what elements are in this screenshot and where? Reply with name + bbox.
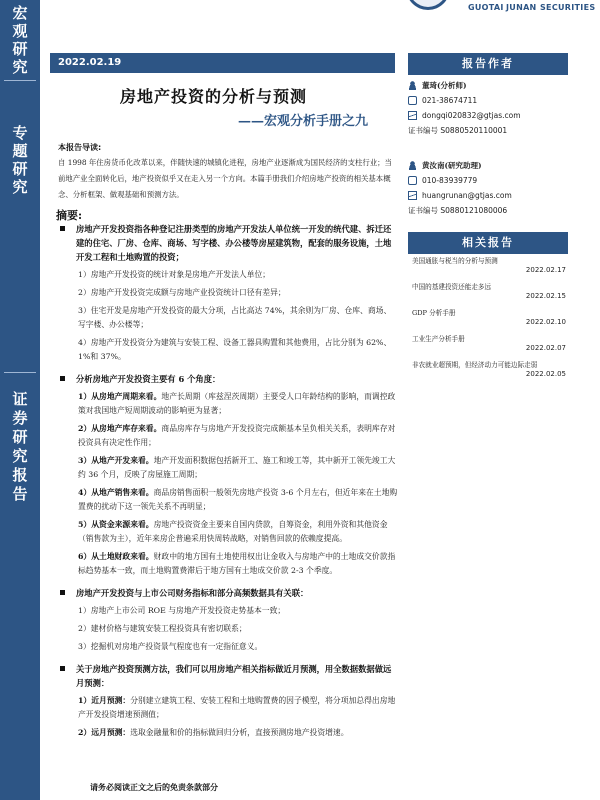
related-report-date: 2022.02.10	[525, 318, 566, 326]
mail-icon	[408, 191, 417, 200]
analyst-email[interactable]: huangrunan@gtjas.com	[422, 191, 512, 200]
related-report-item[interactable]	[408, 280, 568, 306]
related-report-date: 2022.02.07	[525, 344, 566, 352]
logo-text-guotai: GUOTAI	[468, 3, 504, 12]
guide-body: 自 1998 年住房货币化改革以来，伴随快速的城镇化进程，房地产业逐渐成为国民经济的支柱行业；当前地产业全面转化后，地产投资似乎又在走入另一个方向。本篇手册我们介绍房地产投资的相关基本概念、分析框架、做观基础和预测方法。	[58, 158, 392, 199]
related-report-date: 2022.02.05	[525, 370, 566, 378]
related-report-title[interactable]: 非农就业超预期，但经济动力可能边际走弱	[412, 361, 538, 369]
analyst-email[interactable]: dongqi020832@gtjas.com	[422, 111, 521, 120]
related-report-item[interactable]	[408, 358, 568, 384]
analyst-name: 黄汝南(研究助理)	[422, 161, 482, 170]
mail-icon	[408, 111, 417, 120]
summary-bullet: 房地产开发投资与上市公司财务指标和部分高频数据具有关联：	[58, 586, 398, 600]
related-heading: 相关报告	[408, 232, 568, 254]
analyst-name: 董琦(分析师)	[422, 81, 467, 90]
summary-sub-item: 2）房地产开发投资完成额与房地产业投资统计口径有差异；	[78, 288, 286, 297]
summary-sub-item: 3）挖掘机对房地产投资景气程度也有一定指征意义。	[78, 642, 263, 651]
summary-bullet: 关于房地产投资预测方法，我们可以用房地产相关指标做近月预测，用全数据数据做远月预测：	[58, 662, 398, 690]
sub-item-text: 财政中的地方国有土地使用权出让金收入与房地产中的土地成交价款指标趋势基本一致，而土地购置费滞后于地方国有土地成交价款 2-3 个季度。	[78, 552, 396, 575]
authors-heading-bar	[408, 53, 568, 75]
summary-content	[58, 222, 398, 740]
side-label-special: 专题研究	[12, 124, 28, 196]
authors-heading: 报告作者	[408, 53, 568, 75]
summary-heading: 摘要:	[56, 209, 83, 222]
analyst-phone: 021-38674711	[422, 96, 478, 105]
side-divider	[4, 80, 36, 81]
summary-bullet: 房地产开发投资指各种登记注册类型的房地产开发法人单位统一开发的统代建、拆迁还建的住宅、厂房、仓库、商场、写字楼、办公楼等房屋建筑物，配套的服务设施，土地开发工程和土地购置的投资；	[58, 222, 398, 264]
sub-item-lead: 4）从地产销售来看。	[78, 488, 154, 497]
side-divider	[4, 372, 36, 373]
related-heading-bar	[408, 232, 568, 254]
related-report-item[interactable]	[408, 254, 568, 280]
sub-item-text: 地产开发面积数据包括新开工、施工和竣工等，其中新开工领先竣工大约 36 个月，反映了房屋施工周期；	[78, 456, 396, 479]
summary-bullet: 分析房地产开发投资主要有 6 个角度：	[58, 372, 398, 386]
guide-heading: 本报告导读:	[58, 143, 102, 152]
side-label-report: 证券研究报告	[12, 390, 28, 503]
phone-icon	[408, 176, 417, 185]
phone-icon	[408, 96, 417, 105]
analyst-cert: S0880121080006	[440, 206, 508, 215]
related-reports-list	[408, 254, 568, 384]
sub-item-lead: 5）从资金来源来看。	[78, 520, 154, 529]
related-report-date: 2022.02.17	[525, 266, 566, 274]
summary-sub-item: 2）建材价格与建筑安装工程投资具有密切联系；	[78, 624, 247, 633]
analyst-phone: 010-83939779	[422, 176, 478, 185]
cert-label: 证书编号	[408, 126, 438, 135]
related-report-title[interactable]: 美国通胀与税当的分析与预测	[412, 257, 498, 265]
analyst-card	[408, 78, 568, 138]
disclaimer-footer: 请务必阅读正文之后的免责条款部分	[90, 782, 218, 792]
sub-item-text: 选取金融量和价的指标做回归分析，直接预测房地产投资增速。	[130, 728, 349, 737]
logo-text-junan: JUNAN	[506, 3, 537, 12]
summary-sub-item	[58, 486, 398, 514]
related-report-title[interactable]: 中国的基建投资还能走多远	[412, 283, 492, 291]
sub-item-text: 商品房库存与房地产开发投资完成额基本呈负相关关系，表明库存对投资具有决定性作用；	[78, 424, 396, 447]
summary-sub-item: 1）房地产开发投资的统计对象是房地产开发法人单位；	[78, 270, 271, 279]
person-icon	[408, 81, 417, 90]
related-report-item[interactable]	[408, 332, 568, 358]
report-title: 房地产投资的分析与预测	[120, 87, 308, 106]
report-subtitle: ——宏观分析手册之九	[238, 114, 369, 129]
summary-sub-item	[58, 422, 398, 450]
logo-mark-icon	[406, 0, 450, 10]
side-label-macro: 宏观研究	[12, 4, 28, 76]
sub-item-lead: 6）从土地财政来看。	[78, 552, 154, 561]
summary-sub-item	[58, 454, 398, 482]
sub-item-lead: 2）远月预测：	[78, 728, 131, 737]
summary-sub-item: 4）房地产开发投资分为建筑与安装工程、设备工器具购置和其他费用，占比分别为 62%、1%和 37%。	[78, 338, 392, 361]
sub-item-text: 分别建立建筑工程、安装工程和土地购置费的因子模型，将分项加总得出房地产开发投资增速预测值；	[78, 696, 396, 719]
related-report-date: 2022.02.15	[525, 292, 566, 300]
analyst-cert: S0880520110001	[440, 126, 508, 135]
sub-item-text: 地产长周期（库兹涅茨周期）主要受人口年龄结构的影响，而调控政策对我国地产短周期波动的影响更为显著；	[78, 392, 396, 415]
sub-item-lead: 3）从地产开发来看。	[78, 456, 154, 465]
related-report-title[interactable]: 工业生产分析手册	[412, 335, 465, 343]
sub-item-text: 房地产投资资金主要来自国内贷款，自筹资金，利用外资和其他资金（销售款为主），近年来房企普遍采用快周转战略，对销售回款的依赖度提高。	[78, 520, 388, 543]
logo-text-securities: SECURITIES	[540, 3, 596, 12]
related-report-item[interactable]	[408, 306, 568, 332]
report-date-bar: 2022.02.19	[50, 53, 395, 73]
person-icon	[408, 161, 417, 170]
sub-item-text: 商品房销售面积一般领先房地产投资 3-6 个月左右，但近年来在土地购置费的扰动下这一领先关系不再明显；	[78, 488, 398, 511]
summary-sub-item	[58, 726, 398, 740]
left-side-band	[0, 0, 40, 800]
summary-sub-item: 3）住宅开发是房地产开发投资的最大分项，占比高达 74%，其余则为厂房、仓库、商场、写字楼、办公楼等；	[78, 306, 392, 329]
sub-item-lead: 1）从房地产周期来看。	[78, 392, 162, 401]
summary-sub-item: 1）房地产上市公司 ROE 与房地产开发投资走势基本一致；	[78, 606, 286, 615]
summary-sub-item	[58, 550, 398, 578]
summary-sub-item	[58, 390, 398, 418]
sub-item-lead: 2）从房地产库存来看。	[78, 424, 162, 433]
sub-item-lead: 1）近月预测：	[78, 696, 131, 705]
summary-sub-item	[58, 694, 398, 722]
summary-sub-item	[58, 518, 398, 546]
cert-label: 证书编号	[408, 206, 438, 215]
related-report-title[interactable]: GDP 分析手册	[412, 309, 456, 317]
company-logo	[400, 0, 600, 30]
analyst-card	[408, 158, 568, 218]
